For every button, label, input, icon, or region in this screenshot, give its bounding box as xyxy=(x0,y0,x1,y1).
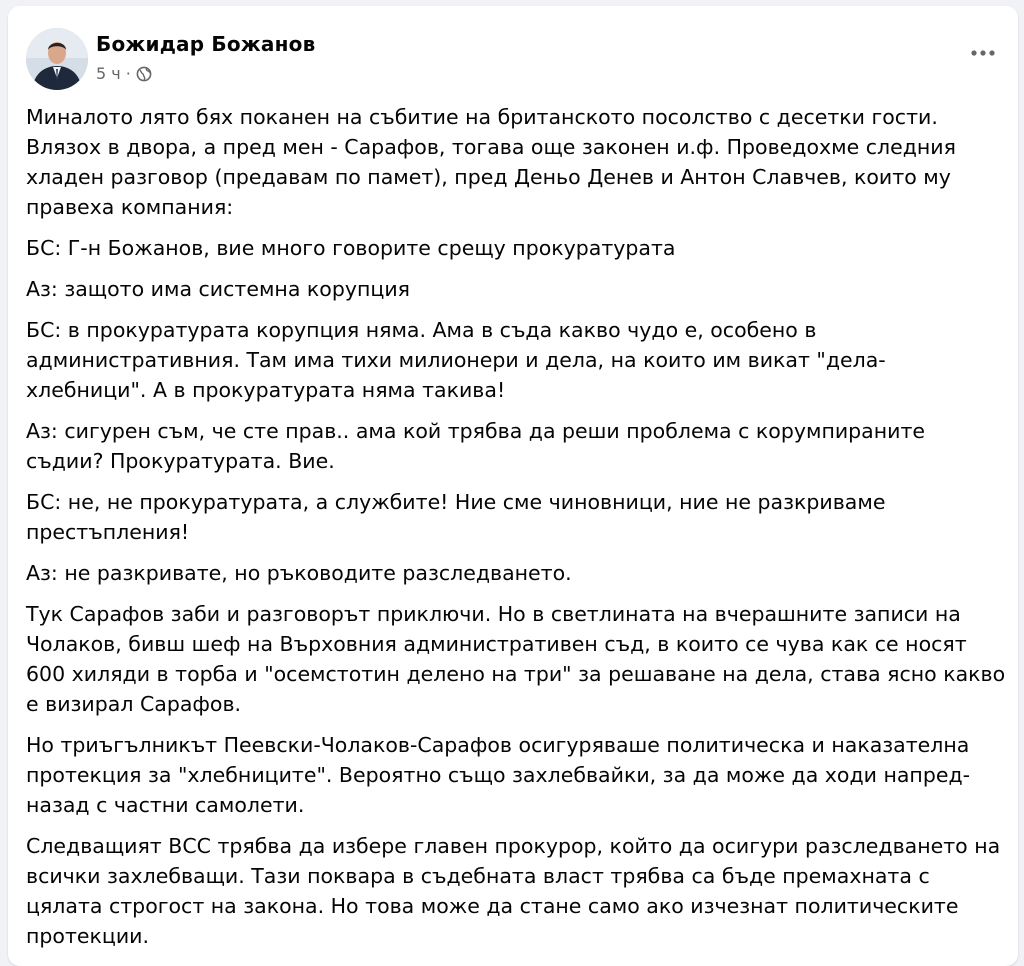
meta-separator: · xyxy=(125,64,131,83)
post-paragraph: Но триъгълникът Пеевски-Чолаков-Сарафов осигуряваше политическа и наказателна протекция за "хлебниците". Вероятно също захлебвайки, за да може да ходи напред-назад с частни самолети. xyxy=(26,733,971,817)
post-header xyxy=(8,6,1018,96)
post-paragraph: Аз: защото има системна корупция xyxy=(26,277,410,301)
globe-icon[interactable] xyxy=(136,66,152,82)
post-timestamp[interactable]: 5 ч xyxy=(96,64,121,83)
post-card xyxy=(8,6,1018,966)
post-meta xyxy=(96,64,152,83)
post-paragraph: Аз: не разкривате, но ръководите разследването. xyxy=(26,561,572,585)
post-paragraph: БС: не, не прокуратурата, а службите! Ние сме чиновници, ние не разкриваме престъпления! xyxy=(26,490,886,544)
more-horizontal-icon xyxy=(969,49,997,57)
post-paragraph: Аз: сигурен съм, че сте прав.. ама кой трябва да реши проблема с корумпираните съдии? Прокуратурата. Вие. xyxy=(26,419,926,473)
post-paragraph: БС: в прокуратурата корупция няма. Ама в съда какво чудо е, особено в административния. Там има тихи милионери и дела, на които им викат "дела-хлебници". А в прокуратурата няма такива! xyxy=(26,318,886,402)
post-paragraph: Тук Сарафов заби и разговорът приключи. Но в светлината на вчерашните записи на Чолаков, бивш шеф на Върховния административен съд, в които се чува как се носят 600 хиляди в торба и "осемстотин делено на три" за решаване на дела, става ясно какво е визирал Сарафов. xyxy=(26,602,1006,716)
author-name[interactable]: Божидар Божанов xyxy=(96,32,316,56)
post-paragraph: БС: Г-н Божанов, вие много говорите срещу прокуратурата xyxy=(26,236,676,260)
avatar-photo xyxy=(26,28,88,90)
post-paragraph: Миналото лято бях поканен на събитие на британското посолство с десетки гости. Влязох в двора, а пред мен - Сарафов, тогава още законен и.ф. Проведохме следния хладен разговор (предавам по памет), пред Деньо Денев и Антон Славчев, които му правеха компания: xyxy=(26,105,956,219)
post-body xyxy=(26,102,1006,962)
author-avatar[interactable] xyxy=(26,28,88,90)
more-options-button[interactable] xyxy=(966,40,1000,66)
post-paragraph: Следващият ВСС трябва да избере главен прокурор, който да осигури разследването на всички захлебващи. Тази поквара в съдебната власт трябва са бъде премахната с цялата строгост на закона. Но това може да стане само ако изчезнат политическите протекции. xyxy=(26,834,1001,948)
